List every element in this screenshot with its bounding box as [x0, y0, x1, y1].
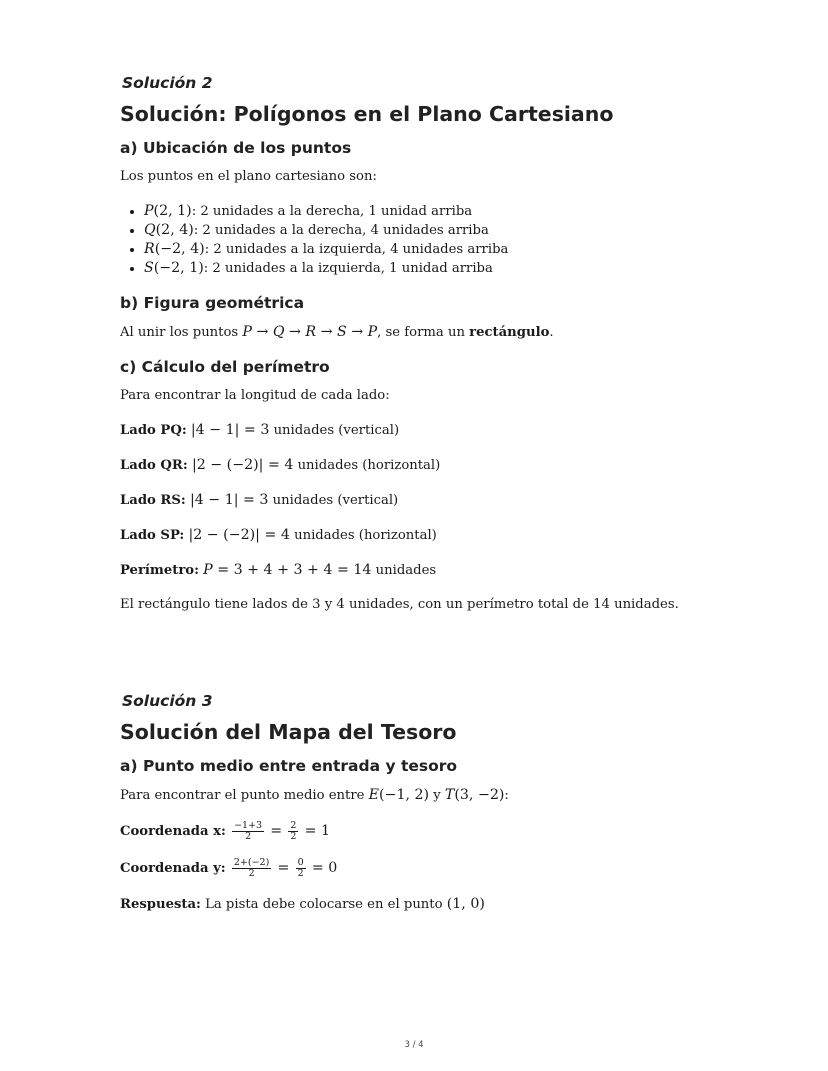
frac-den: 2: [297, 868, 304, 879]
side-unit: unidades (horizontal): [293, 458, 441, 473]
perimeter-label: Perímetro:: [120, 563, 199, 578]
side-unit: unidades (vertical): [268, 493, 399, 508]
x-result: = 1: [304, 823, 331, 839]
side-label: Lado SP:: [120, 528, 185, 543]
side-label: Lado PQ:: [120, 423, 187, 438]
b-mid: , se forma un: [377, 325, 470, 340]
eq-sign: =: [270, 823, 283, 839]
t-var: T: [444, 787, 455, 803]
solution-2: [120, 74, 740, 630]
point-coords: (2, 1): [153, 203, 192, 219]
side-unit: unidades (horizontal): [289, 528, 437, 543]
side-expr: |4 − 1| = 3: [189, 492, 269, 508]
perimeter-unit: unidades: [371, 563, 437, 578]
intro-pre: Para encontrar el punto medio entre: [120, 788, 369, 803]
section-a-heading: a) Punto medio entre entrada y tesoro: [120, 757, 458, 775]
frac-num: 0: [297, 857, 304, 868]
b-end: .: [549, 325, 554, 340]
frac-num: 2+(−2): [233, 857, 270, 868]
point-item: [144, 259, 740, 278]
solution-title: Solución del Mapa del Tesoro: [120, 720, 457, 744]
solution-label: Solución 3: [122, 692, 213, 710]
point-item: [144, 221, 740, 240]
point-desc: : 2 unidades a la izquierda, 4 unidades arriba: [204, 242, 509, 257]
point-desc: : 2 unidades a la izquierda, 1 unidad arriba: [203, 261, 493, 276]
point-desc: : 2 unidades a la derecha, 1 unidad arriba: [191, 204, 473, 219]
x-fraction-2: [288, 821, 298, 842]
point-desc: : 2 unidades a la derecha, 4 unidades arriba: [193, 223, 489, 238]
solution-title: Solución: Polígonos en el Plano Cartesiano: [120, 102, 614, 126]
frac-num: 2: [290, 820, 297, 831]
point-name: P: [144, 203, 154, 219]
side-unit: unidades (vertical): [269, 423, 400, 438]
section-b-text: [120, 323, 740, 342]
side-pq: [120, 421, 740, 440]
eq-sign: =: [277, 860, 290, 876]
side-label: Lado RS:: [120, 493, 186, 508]
page-number: 3 / 4: [404, 1040, 424, 1050]
y-fraction-2: [296, 858, 306, 879]
frac-den: 2: [290, 831, 297, 842]
solution-label: Solución 2: [122, 74, 213, 92]
side-qr: [120, 456, 740, 475]
coord-y-line: [120, 858, 740, 879]
point-name: R: [144, 241, 155, 257]
point-name: Q: [144, 222, 156, 238]
b-shape: rectángulo: [469, 325, 550, 340]
section-a-intro: Los puntos en el plano cartesiano son:: [120, 169, 377, 184]
point-coords: (2, 4): [155, 222, 194, 238]
answer-point: (1, 0): [446, 896, 485, 912]
point-item: [144, 240, 740, 259]
b-pre: Al unir los puntos: [120, 325, 243, 340]
x-fraction-1: [232, 821, 264, 842]
frac-num: −1+3: [234, 820, 263, 831]
frac-den: 2: [245, 831, 252, 842]
y-label: Coordenada y:: [120, 861, 226, 876]
point-coords: (−2, 4): [154, 241, 205, 257]
frac-den: 2: [248, 868, 255, 879]
answer-line: [120, 895, 740, 914]
side-expr: |2 − (−2)| = 4: [191, 457, 294, 473]
midpoint-intro: [120, 786, 740, 805]
perimeter-var: P: [203, 562, 213, 578]
b-path: P → Q → R → S → P: [242, 324, 378, 340]
y-word: y: [429, 788, 445, 803]
point-coords: (−2, 1): [153, 260, 204, 276]
section-a-heading: a) Ubicación de los puntos: [120, 139, 352, 157]
conclusion: El rectángulo tiene lados de 3 y 4 unidades, con un perímetro total de 14 unidades.: [120, 597, 679, 612]
side-sp: [120, 526, 740, 545]
side-expr: |4 − 1| = 3: [190, 422, 270, 438]
answer-label: Respuesta:: [120, 897, 201, 912]
x-label: Coordenada x:: [120, 824, 226, 839]
t-coords: (3, −2): [454, 787, 505, 803]
intro-end: :: [504, 788, 509, 803]
y-fraction-1: [232, 858, 271, 879]
section-c-heading: c) Cálculo del perímetro: [120, 358, 330, 376]
side-rs: [120, 491, 740, 510]
e-coords: (−1, 2): [379, 787, 430, 803]
side-expr: |2 − (−2)| = 4: [188, 527, 290, 543]
point-item: [144, 202, 740, 221]
section-c-intro: Para encontrar la longitud de cada lado:: [120, 388, 390, 403]
points-list: [120, 202, 740, 278]
solution-3: [120, 692, 740, 930]
y-result: = 0: [311, 860, 338, 876]
coord-x-line: [120, 821, 740, 842]
perimeter-expr: = 3 + 4 + 3 + 4 = 14: [212, 562, 372, 578]
e-var: E: [368, 787, 380, 803]
point-name: S: [144, 260, 154, 276]
answer-text: La pista debe colocarse en el punto: [200, 897, 447, 912]
perimeter-line: [120, 561, 740, 580]
side-label: Lado QR:: [120, 458, 188, 473]
section-b-heading: b) Figura geométrica: [120, 294, 305, 312]
